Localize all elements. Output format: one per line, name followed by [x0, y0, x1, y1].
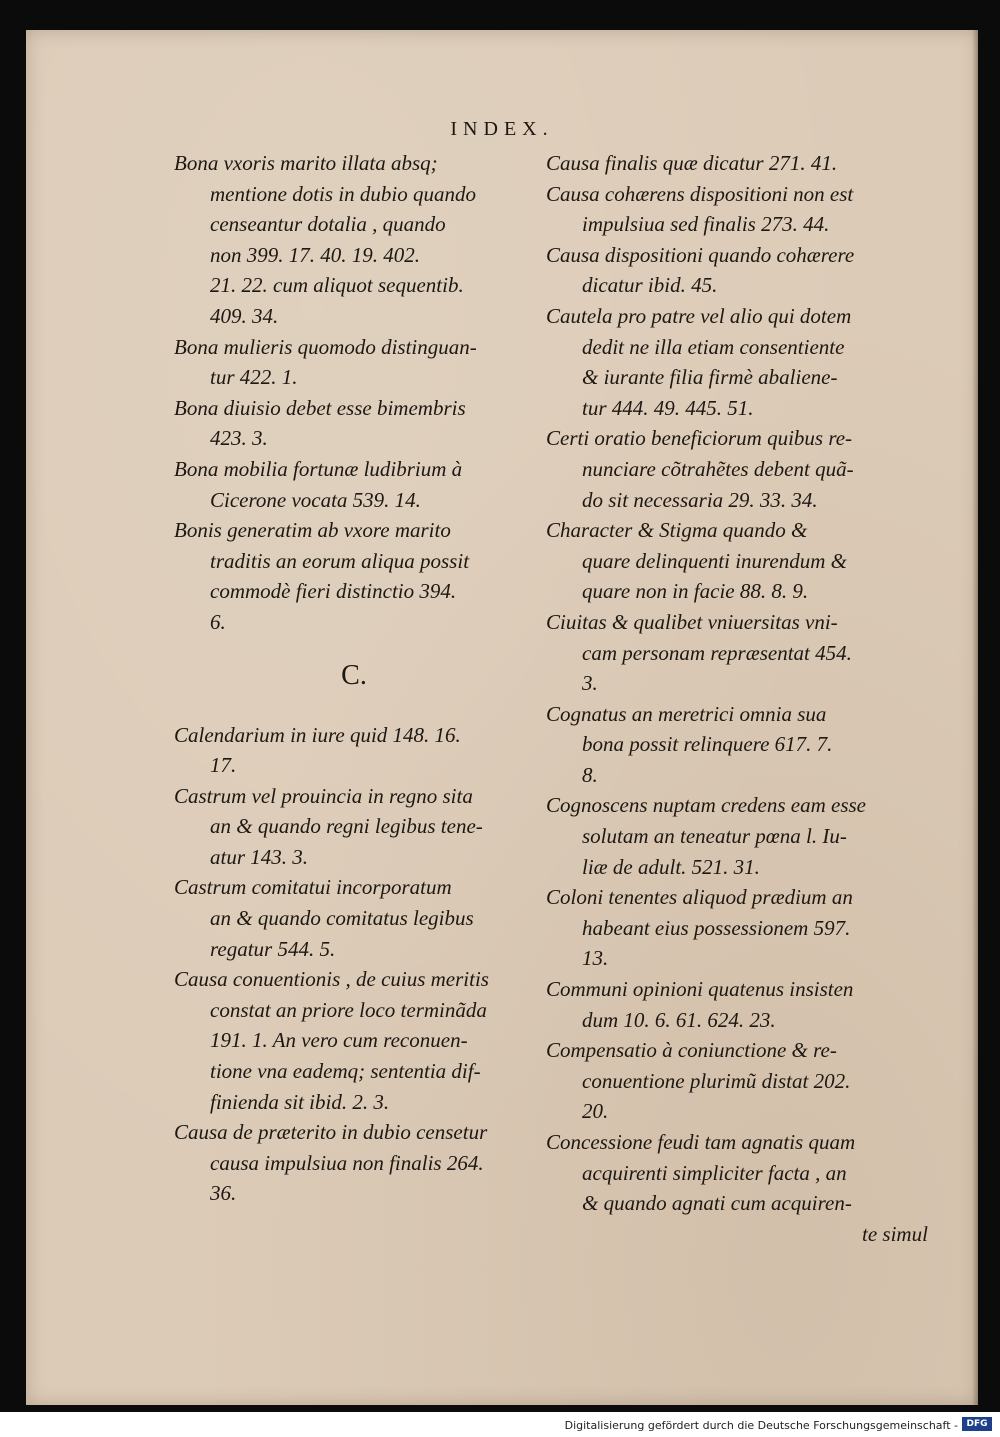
index-entry [546, 607, 946, 699]
entry-continuation-line: 8. [582, 762, 598, 787]
entry-headword-line: Cognoscens nuptam credens eam esse [546, 793, 866, 818]
entry-continuation-line: dum 10. 6. 61. 624. 23. [582, 1007, 776, 1032]
entry-continuation-line: 409. 34. [210, 303, 279, 328]
entry-headword-line: Causa finalis quæ dicatur 271. 41. [546, 151, 838, 175]
footer-funding-note: Digitalisierung gefördert durch die Deutsche Forschungsgemeinschaft - [564, 1419, 958, 1432]
entry-continuation-line: an & quando regni legibus tene- [210, 814, 483, 839]
index-entry [546, 699, 946, 791]
index-entry [174, 332, 564, 393]
entry-headword-line: Bona mulieris quomodo distinguan- [174, 334, 477, 359]
entry-continuation-line: dedit ne illa etiam consentiente [582, 334, 845, 359]
entry-headword-line: Castrum comitatui incorporatum [174, 875, 452, 900]
right-column [546, 148, 946, 1219]
entry-continuation-line: dicatur ibid. 45. [582, 273, 718, 298]
entry-headword-line: Bona vxoris marito illata absq; [174, 151, 438, 175]
index-entry [546, 1035, 946, 1127]
entry-continuation-line: solutam an teneatur pœna l. Iu- [582, 824, 847, 849]
entry-continuation-line: & quando agnati cum acquiren- [582, 1191, 852, 1216]
entry-continuation-line: bona possit relinquere 617. 7. [582, 732, 833, 757]
entry-continuation-line: commodè fieri distinctio 394. [210, 579, 457, 604]
entry-headword-line: Cautela pro patre vel alio qui dotem [546, 303, 852, 328]
entry-continuation-line: quare delinquenti inurendum & [582, 548, 847, 573]
index-entry [174, 781, 564, 873]
index-entry [174, 872, 564, 964]
entry-continuation-line: 20. [582, 1099, 609, 1124]
index-entry [174, 454, 564, 515]
footer-bar [0, 1412, 1000, 1437]
entry-headword-line: Coloni tenentes aliquod prædium an [546, 885, 853, 910]
entry-continuation-line: quare non in facie 88. 8. 9. [582, 579, 809, 604]
entry-continuation-line: atur 143. 3. [210, 844, 309, 869]
entry-headword-line: Concessione feudi tam agnatis quam [546, 1130, 856, 1154]
entry-headword-line: Compensatio à coniunctione & re- [546, 1038, 837, 1063]
dfg-logo: DFG [962, 1417, 992, 1431]
section-letter: C. [341, 659, 367, 691]
entry-headword-line: Bona mobilia fortunæ ludibrium à [174, 456, 463, 481]
entry-continuation-line: impulsiua sed finalis 273. 44. [582, 212, 830, 237]
entry-continuation-line: 17. [210, 753, 237, 778]
entry-continuation-line: habeant eius possessionem 597. [582, 915, 851, 940]
entry-continuation-line: tur 444. 49. 445. 51. [582, 395, 754, 420]
entry-continuation-line: an & quando comitatus legibus [210, 906, 474, 931]
entry-headword-line: Causa dispositioni quando cohærere [546, 242, 855, 267]
entry-continuation-line: censeantur dotalia , quando [210, 212, 446, 237]
entry-headword-line: Character & Stigma quando & [546, 518, 808, 543]
entry-headword-line: Castrum vel prouincia in regno sita [174, 783, 473, 808]
entry-continuation-line: 423. 3. [210, 426, 268, 451]
left-column [174, 148, 564, 1209]
entry-continuation-line: 36. [210, 1181, 237, 1206]
entries-b-group [174, 148, 564, 638]
entries-right-group [546, 148, 946, 1219]
entry-continuation-line: cam personam repræsentat 454. [582, 640, 852, 665]
index-entry [546, 240, 946, 301]
index-entry [546, 179, 946, 240]
book-page [26, 30, 978, 1405]
entry-continuation-line: do sit necessaria 29. 33. 34. [582, 487, 818, 512]
entry-continuation-line: Cicerone vocata 539. 14. [210, 487, 421, 512]
index-entry [546, 515, 946, 607]
entry-continuation-line: 3. [582, 671, 598, 696]
entry-continuation-line: tur 422. 1. [210, 365, 298, 390]
entry-continuation-line: 6. [210, 609, 226, 634]
entry-headword-line: Calendarium in iure quid 148. 16. [174, 722, 461, 747]
entry-headword-line: Causa conuentionis , de cuius meritis [174, 967, 489, 992]
entry-continuation-line: 21. 22. cum aliquot sequentib. [210, 273, 464, 298]
entry-continuation-line: acquirenti simpliciter facta , an [582, 1160, 847, 1185]
entry-continuation-line: liæ de adult. 521. 31. [582, 854, 760, 879]
entry-continuation-line: nunciare cõtrahẽtes debent quã- [582, 456, 854, 481]
entry-continuation-line: tione vna eademq; sententia dif- [210, 1059, 481, 1084]
entry-headword-line: Causa de præterito in dubio censetur [174, 1120, 488, 1145]
index-entry [546, 974, 946, 1035]
entry-continuation-line: regatur 544. 5. [210, 936, 336, 961]
index-entry [174, 393, 564, 454]
entry-headword-line: Bona diuisio debet esse bimembris [174, 395, 466, 420]
entry-continuation-line: constat an priore loco terminãda [210, 997, 487, 1022]
index-entry [174, 964, 564, 1117]
entry-headword-line: Communi opinioni quatenus insisten [546, 977, 854, 1002]
entry-headword-line: Cognatus an meretrici omnia sua [546, 701, 827, 726]
index-entry [174, 1117, 564, 1209]
index-entry [174, 148, 564, 332]
entry-continuation-line: finienda sit ibid. 2. 3. [210, 1089, 390, 1114]
entry-headword-line: Causa cohærens dispositioni non est [546, 181, 854, 206]
entry-headword-line: Ciuitas & qualibet vniuersitas vni- [546, 609, 838, 634]
page-edge-shadow [972, 30, 978, 1405]
running-header: INDEX. [450, 118, 554, 140]
index-entry [546, 1127, 946, 1219]
entry-continuation-line: non 399. 17. 40. 19. 402. [210, 242, 420, 267]
index-entry [546, 882, 946, 974]
entry-continuation-line: conuentione plurimũ distat 202. [582, 1068, 851, 1093]
entry-continuation-line: mentione dotis in dubio quando [210, 181, 476, 206]
entry-headword-line: Certi oratio beneficiorum quibus re- [546, 426, 853, 451]
entry-continuation-line: 13. [582, 946, 609, 971]
entries-c-group [174, 720, 564, 1210]
index-entry [174, 720, 564, 781]
index-entry [546, 423, 946, 515]
catchword: te simul [862, 1222, 928, 1246]
index-entry [174, 515, 564, 637]
index-entry [546, 790, 946, 882]
index-entry [546, 148, 946, 179]
entry-continuation-line: 191. 1. An vero cum reconuen- [210, 1028, 468, 1053]
entry-headword-line: Bonis generatim ab vxore marito [174, 518, 451, 543]
index-entry [546, 301, 946, 423]
entry-continuation-line: & iurante filia firmè abaliene- [582, 365, 838, 390]
entry-continuation-line: causa impulsiua non finalis 264. [210, 1150, 484, 1175]
entry-continuation-line: traditis an eorum aliqua possit [210, 548, 470, 573]
